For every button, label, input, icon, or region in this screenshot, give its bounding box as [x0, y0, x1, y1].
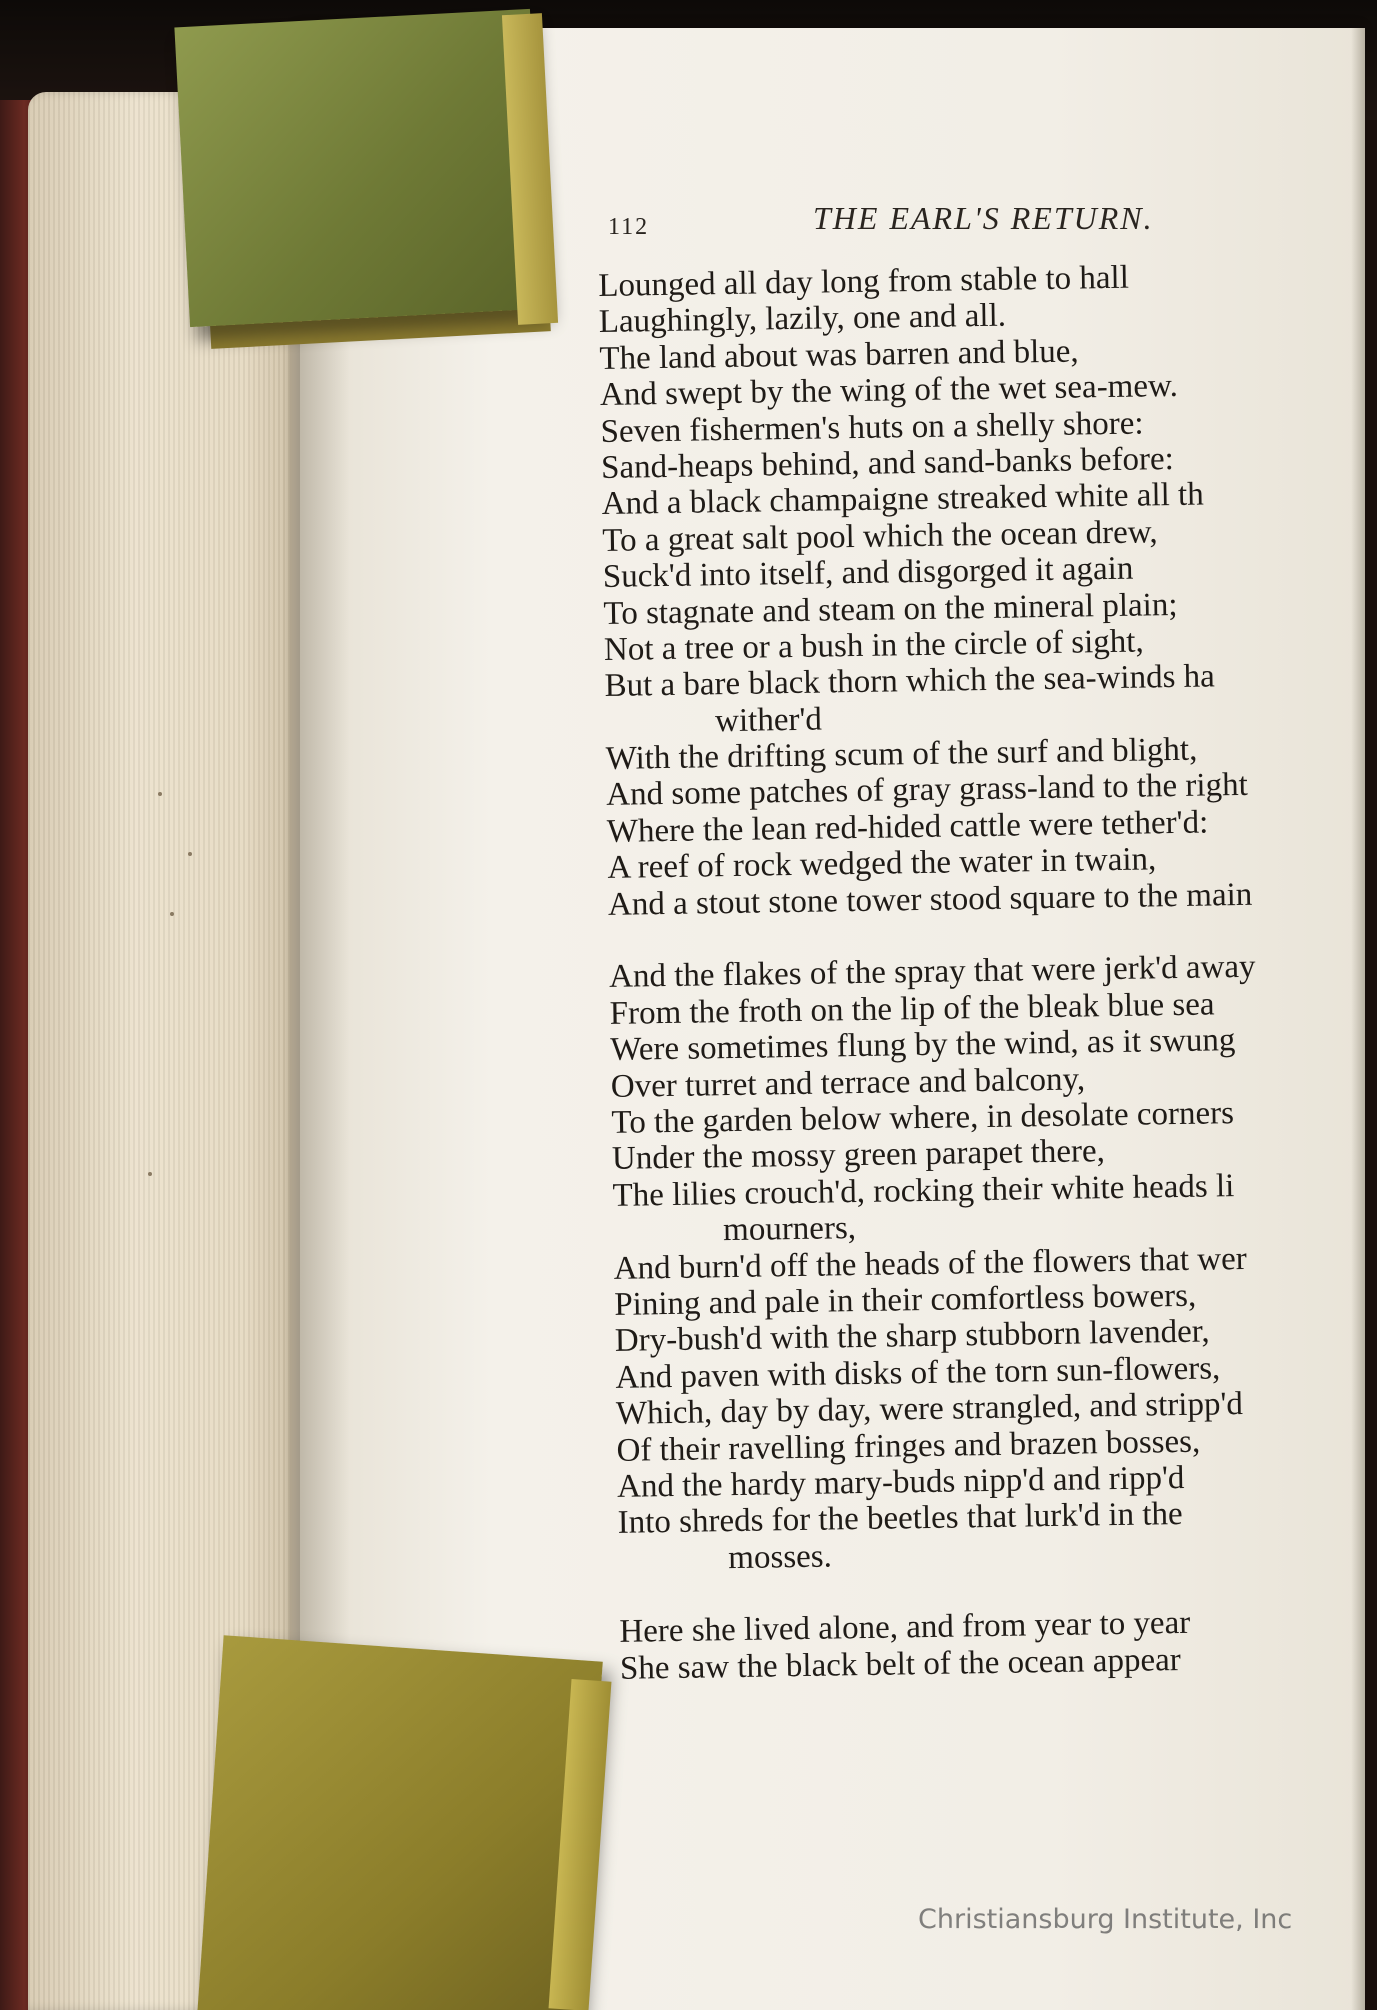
poem-line: And some patches of gray grass-land to the right	[606, 767, 1249, 814]
poem-line: Laughingly, lazily, one and all.	[598, 297, 1007, 341]
poem-line: wither'd	[714, 701, 823, 739]
poem-line: The land about was barren and blue,	[599, 333, 1079, 377]
poem-line: mourners,	[722, 1210, 857, 1249]
poem-line: And burn'd off the heads of the flowers that wer	[613, 1240, 1247, 1287]
poem-line: The lilies crouch'd, rocking their white heads li	[612, 1167, 1235, 1214]
poem-line: And the hardy mary-buds nipp'd and ripp'd	[616, 1459, 1185, 1505]
poem-text	[598, 256, 1377, 1687]
poem-line: From the froth on the lip of the bleak blue sea	[609, 986, 1215, 1032]
stanza-1	[598, 256, 1368, 923]
poem-line: Here she lived alone, and from year to year	[619, 1605, 1191, 1651]
poem-line: And a black champaigne streaked white all th	[601, 476, 1204, 523]
stanza-2	[609, 947, 1377, 1578]
poem-line: To stagnate and steam on the mineral plain;	[603, 586, 1178, 632]
poem-line: Suck'd into itself, and disgorged it again	[602, 550, 1134, 596]
poem-line: mosses.	[727, 1538, 833, 1576]
poem-line: Seven fishermen's huts on a shelly shore:	[600, 405, 1144, 450]
poem-line: And the flakes of the spray that were jerk'd away	[608, 949, 1256, 996]
poem-line: Where the lean red-hided cattle were tether'd:	[606, 804, 1209, 850]
poem-line: Of their ravelling fringes and brazen bosses,	[616, 1423, 1201, 1469]
running-title: THE EARL'S RETURN.	[813, 200, 1154, 236]
page-speck	[148, 1172, 152, 1176]
poem-line: Lounged all day long from stable to hall	[598, 259, 1130, 304]
poem-line: And swept by the wing of the wet sea-mew.	[599, 368, 1179, 414]
page-weight-top	[174, 9, 545, 327]
poem-line: With the drifting scum of the surf and blight,	[605, 731, 1198, 778]
page-weight-bottom	[197, 1635, 603, 2010]
page-speck	[170, 912, 174, 916]
poem-line: A reef of rock wedged the water in twain,	[607, 841, 1157, 887]
poem-line: Dry-bush'd with the sharp stubborn lavender,	[614, 1313, 1210, 1360]
poem-line: To the garden below where, in desolate corners	[611, 1095, 1235, 1141]
poem-line: Under the mossy green parapet there,	[611, 1133, 1106, 1178]
watermark-text: Christiansburg Institute, Inc	[918, 1904, 1293, 1935]
poem-line: And paven with disks of the torn sun-flowers,	[615, 1350, 1221, 1396]
poem-line: To a great salt pool which the ocean drew,	[602, 513, 1158, 559]
page-speck	[188, 852, 192, 856]
poem-line: But a bare black thorn which the sea-winds ha	[604, 658, 1216, 705]
page-number: 112	[608, 214, 650, 240]
stanza-3	[619, 1602, 1377, 1687]
poem-line: Which, day by day, were strangled, and stripp'd	[615, 1386, 1244, 1432]
poem-line: Were sometimes flung by the wind, as it swung	[610, 1022, 1236, 1069]
page-speck	[158, 792, 162, 796]
poem-line: Pining and pale in their comfortless bowers,	[614, 1277, 1197, 1323]
poem-line: Into shreds for the beetles that lurk'd in the	[617, 1496, 1183, 1542]
poem-line: And a stout stone tower stood square to the main	[607, 876, 1253, 923]
poem-line: Not a tree or a bush in the circle of sight,	[603, 623, 1144, 668]
poem-line: Sand-heaps behind, and sand-banks before:	[600, 440, 1175, 486]
poem-line: She saw the black belt of the ocean appear	[619, 1641, 1181, 1687]
poem-line: Over turret and terrace and balcony,	[610, 1061, 1086, 1105]
page-header	[608, 200, 1218, 240]
